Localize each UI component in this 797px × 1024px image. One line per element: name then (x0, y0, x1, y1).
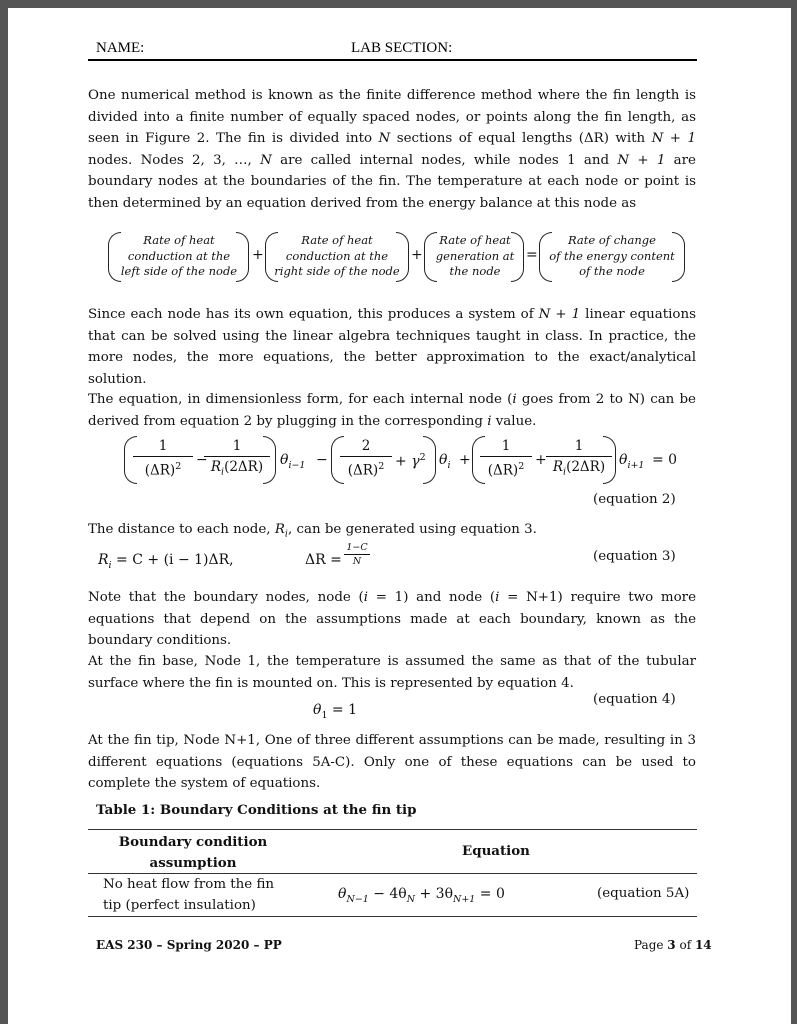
energy-term-1: Rate of heat conduction at the left side of the node (120, 233, 238, 278)
plus-1: + (252, 247, 264, 263)
table-top-rule (88, 829, 697, 830)
equation-2-label: (equation 2) (593, 492, 676, 507)
fin-base-paragraph: At the fin base, Node 1, the temperature is assumed the same as that of the tubular surface where the fin is mounted on. This is represented by equation 4. (88, 654, 696, 691)
name-label: NAME: (96, 40, 145, 56)
eq2-rhs: = 0 (652, 452, 678, 468)
eq2-paren-right-3 (603, 436, 616, 484)
footer-course: EAS 230 – Spring 2020 – PP (96, 938, 282, 952)
intro-paragraph: One numerical method is known as the finite difference method where the fin length is divided into a finite number of equally spaced nodes, or points along the fin length, as seen in Figure 2. The fin is divided into N sections of equal lengths (ΔR) with N + 1 nodes. Nodes 2, 3, …, N are called internal nodes, while nodes 1 and N + 1 are boundary nodes at the boundaries of the fin. The temperature at each node or point is then determined by an equation derived from the energy balance at this node as (88, 88, 696, 211)
paren-right-2 (396, 232, 409, 282)
eq2-theta-i: $\theta_i$ (439, 452, 451, 471)
equation-3-label: (equation 3) (593, 549, 676, 564)
header-rule (88, 59, 697, 61)
distance-paragraph: The distance to each node, $R_i$, can be generated using equation 3. (88, 522, 537, 540)
eq2-paren-right-2 (423, 436, 436, 484)
equals-sign: = (526, 247, 538, 263)
equation-3-fraction: $\frac{1-C}{N}$ (344, 542, 370, 568)
table-caption: Table 1: Boundary Conditions at the fin tip (96, 802, 417, 818)
eq2-frac-5: $\frac{1}{R_i(2\Delta R)}$ (546, 438, 612, 482)
equation-4: $\theta_1 = 1$ (313, 702, 358, 721)
paren-right-3 (511, 232, 524, 282)
eq2-plus-1: + (459, 452, 471, 468)
fin-tip-paragraph: At the fin tip, Node N+1, One of three different assumptions can be made, resulting in 3 different equations (equations 5A-C). Only one of these equations can be used to complete the system of equations. (88, 733, 696, 791)
eq2-theta-im1: $\theta_{i-1}$ (280, 452, 306, 471)
energy-term-3: Rate of heat generation at the node (435, 233, 515, 278)
dimensionless-paragraph: The equation, in dimensionless form, for each internal node (i goes from 2 to N) can be derived from equation 2 by plugging in the corresponding i value. (88, 392, 696, 429)
boundary-paragraph: Note that the boundary nodes, node (i = 1) and node (i = N+1) require two more equations that depend on the assumptions made at each boundary, known as the boundary conditions. (88, 590, 696, 648)
table-row-1-condition: No heat flow from the fin tip (perfect insulation) (103, 877, 275, 913)
table-row-1-equation: $\theta_{N-1} - 4\theta_N + 3\theta_{N+1} = 0$ (338, 886, 505, 905)
table-bottom-rule (88, 916, 697, 917)
table-row-1-label: (equation 5A) (597, 886, 690, 901)
eq2-minus-2: − (316, 452, 328, 468)
table-header-condition: Boundary condition assumption (118, 834, 268, 871)
eq2-minus-1: − (196, 452, 208, 468)
eq2-frac-3: $\frac{2}{(\Delta R)^2}$ (340, 438, 392, 480)
table-header-equation: Equation (462, 843, 530, 859)
eq2-frac-4: $\frac{1}{(\Delta R)^2}$ (480, 438, 532, 480)
equation-3-deltaR: ΔR = (305, 552, 342, 568)
eq2-frac-2: $\frac{1}{R_i(2\Delta R)}$ (204, 438, 270, 482)
eq2-paren-right-1 (263, 436, 276, 484)
energy-term-4: Rate of change of the energy content of the node (549, 233, 675, 278)
eq2-plus-2: + (535, 452, 547, 468)
eq2-plus-gamma: + $\gamma^2$ (395, 452, 426, 470)
plus-2: + (411, 247, 423, 263)
equation-4-label: (equation 4) (593, 692, 676, 707)
equation-3-lhs: $R_i = C + (i - 1)\Delta R$, (98, 552, 234, 571)
energy-term-2: Rate of heat conduction at the right side of the node (274, 233, 400, 278)
eq2-frac-1: $\frac{1}{(\Delta R)^2}$ (133, 438, 193, 480)
paren-right-1 (236, 232, 249, 282)
footer-page-number: Page 3 of 14 (634, 938, 712, 952)
lab-section-label: LAB SECTION: (351, 40, 453, 56)
system-paragraph: Since each node has its own equation, this produces a system of N + 1 linear equations that can be solved using the linear algebra techniques taught in class. In practice, the more nodes, the more equations, the better approximation to the exact/analytical solution. (88, 307, 696, 387)
paren-right-4 (672, 232, 685, 282)
eq2-theta-ip1: $\theta_{i+1}$ (619, 452, 645, 471)
